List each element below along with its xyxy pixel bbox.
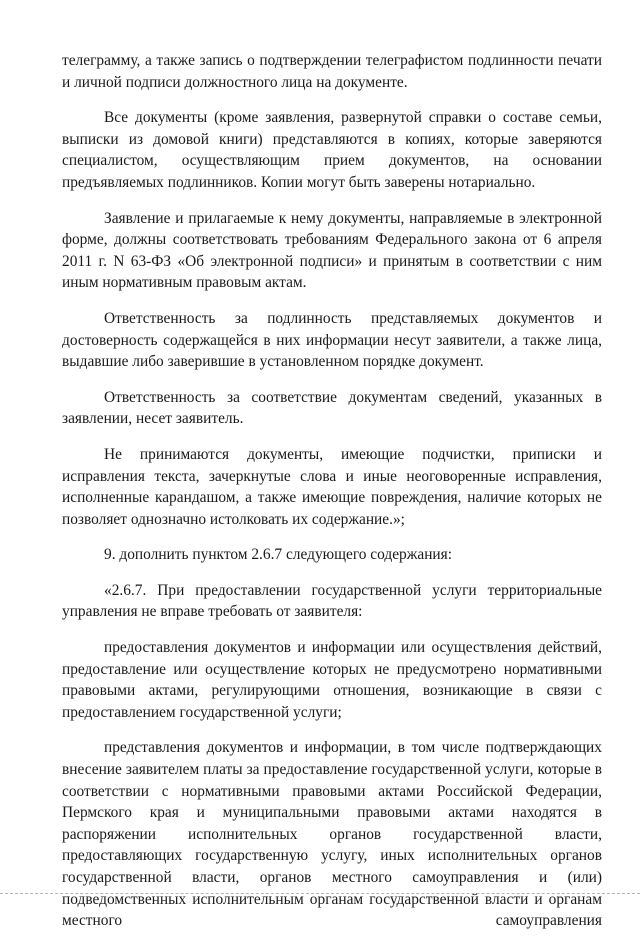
paragraph-rejected-documents: Не принимаются документы, имеющие подчистки, приписки и исправления текста, зачеркнутые слова и иные неоговоренные исправления, исполненные карандашом, а также имеющие повреждения, наличие которых не позволяет однозначно истолковать их содержание.»; [62, 445, 602, 528]
paragraph-information-responsibility: Ответственность за соответствие документам сведений, указанных в заявлении, несет заявитель. [62, 388, 602, 428]
paragraph-prohibited-requirement-2: представления документов и информации, в том числе подтверждающих внесение заявителем платы за предоставление государственной услуги, которые в соответствии с нормативными правовыми актами Российской Федерации, Пермского края и муниципальными правовыми актами находятся в распоряжении исполнительных органов государственной власти, предоставляющих государственную услугу, иных исполнительных органов государственной власти, органов местного самоуправления и (или) подведомственных исполнительным органам государственной власти и органам местного самоуправления [62, 739, 602, 930]
paragraph-document-copies: Все документы (кроме заявления, развернутой справки о составе семьи, выписки из домовой книги) представляются в копиях, которые заверяются специалистом, осуществляющим прием документов, на основании предъявляемых подлинников. Копии могут быть заверены нотариально. [62, 109, 602, 191]
paragraph-clause-2-6-7: «2.6.7. При предоставлении государственной услуги территориальные управления не вправе требовать от заявителя: [62, 581, 602, 621]
paragraph-electronic-form: Заявление и прилагаемые к нему документы, направляемые в электронной форме, должны соответствовать требованиям Федерального закона от 6 апреля 2011 г. N 63-ФЗ «Об электронной подписи» и принятым в соответствии с ним иным нормативным правовым актам. [62, 209, 602, 292]
scan-bottom-edge [0, 893, 640, 894]
paragraph-telegram-continuation: телеграмму, а также запись о подтверждении телеграфистом подлинности печати и личной подписи должностного лица на документе. [62, 52, 602, 91]
paragraph-amendment-item-9: 9. дополнить пунктом 2.6.7 следующего содержания: [104, 546, 453, 564]
document-page [62, 50, 602, 946]
paragraph-prohibited-requirement-1: предоставления документов и информации или осуществления действий, предоставление или осуществление которых не предусмотрено нормативными правовыми актами, регулирующими отношения, возникающие в связи с предоставлением государственной услуги; [62, 639, 602, 721]
paragraph-authenticity-responsibility: Ответственность за подлинность представляемых документов и достоверность содержащейся в них информации несут заявители, а также лица, выдавшие либо заверившие в установленном порядке документ. [62, 309, 602, 371]
